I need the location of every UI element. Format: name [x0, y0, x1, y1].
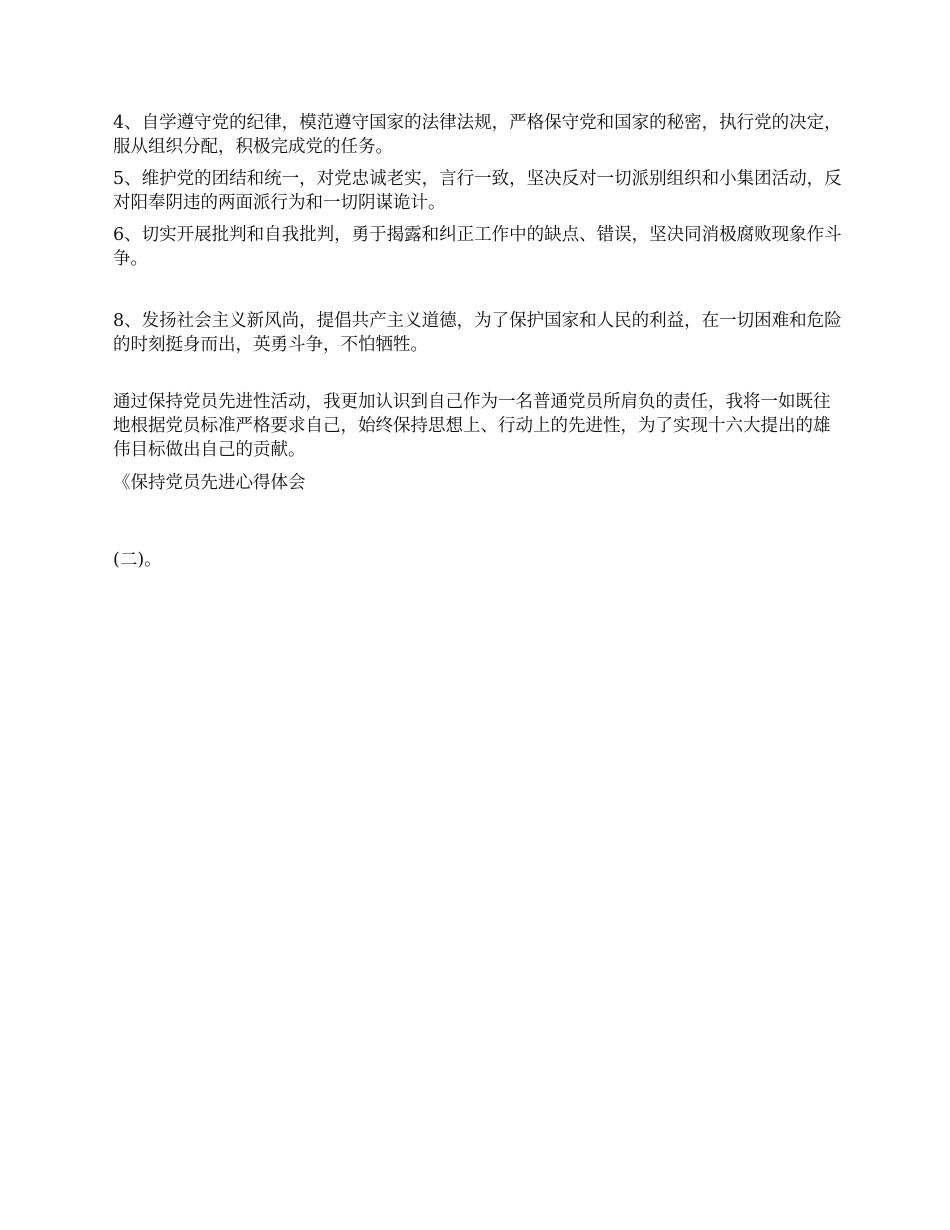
spacer	[113, 462, 843, 471]
spacer	[113, 215, 843, 223]
paragraph-item-6: 6、切实开展批判和自我批判，勇于揭露和纠正工作中的缺点、错误，坚决同消极腐败现象作斗争。	[113, 225, 842, 269]
spacer	[113, 271, 843, 309]
paragraph-item-5: 5、维护党的团结和统一，对党忠诚老实，言行一致，坚决反对一切派别组织和小集团活动，反对阳奉阴违的两面派行为和一切阴谋诡计。	[113, 169, 842, 213]
paragraph-item-4: 4、自学遵守党的纪律，模范遵守国家的法律法规，严格保守党和国家的秘密，执行党的决定，服从组织分配，积极完成党的任务。	[113, 113, 842, 157]
spacer	[113, 357, 843, 390]
paragraph-part-two: (二)。	[113, 550, 162, 570]
paragraph-summary: 通过保持党员先进性活动，我更加认识到自己作为一名普通党员所肩负的责任，我将一如既往地根据党员标准严格要求自己，始终保持思想上、行动上的先进性，为了实现十六大提出的雄伟目标做出自己的贡献。	[113, 392, 831, 460]
paragraph-item-8: 8、发扬社会主义新风尚，提倡共产主义道德，为了保护国家和人民的利益，在一切困难和危险的时刻挺身而出，英勇斗争，不怕牺牲。	[113, 311, 842, 355]
document-body	[113, 111, 843, 572]
spacer	[113, 159, 843, 167]
spacer	[113, 495, 843, 548]
paragraph-title-reference: 《保持党员先进心得体会	[113, 473, 306, 493]
